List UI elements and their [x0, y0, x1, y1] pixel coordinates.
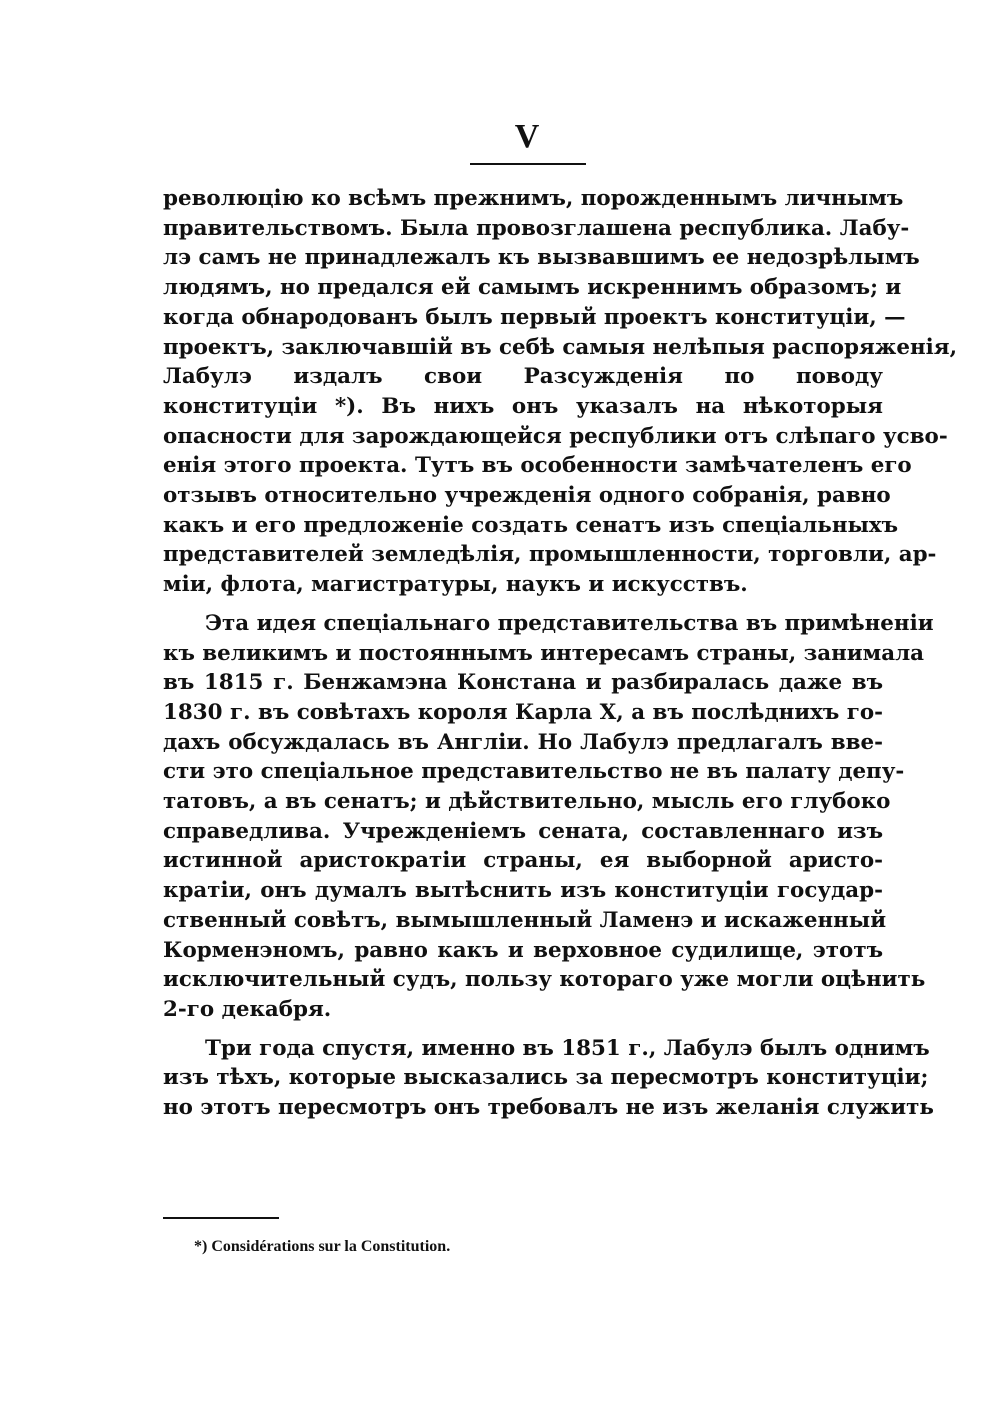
- body-text: [163, 184, 958, 1123]
- text-line: енія этого проекта. Тутъ въ особенности замѣчателенъ его: [163, 453, 912, 479]
- text-line: Корменэномъ, равно какъ и верховное судилище, этотъ: [163, 937, 883, 963]
- text-line: но этотъ пересмотръ онъ требовалъ не изъ желанія служить: [163, 1095, 934, 1121]
- footnote-rule: [163, 1217, 279, 1219]
- text-line: лэ самъ не принадлежалъ къ вызвавшимъ ее недозрѣлымъ: [163, 245, 920, 271]
- text-line: Три года спустя, именно въ 1851 г., Лабулэ былъ однимъ: [205, 1035, 930, 1061]
- text-line: революцію ко всѣмъ прежнимъ, порожденнымъ личнымъ: [163, 186, 904, 211]
- paragraph-1: [163, 184, 958, 600]
- text-line: 1830 г. въ совѣтахъ короля Карла X, а въ послѣднихъ го-: [163, 699, 883, 725]
- footnote: *) Considérations sur la Constitution.: [194, 1238, 451, 1255]
- text-line: конституціи *). Въ нихъ онъ указалъ на нѣкоторыя: [163, 393, 883, 419]
- text-line: истинной аристократіи страны, ея выборной аристо-: [163, 848, 883, 874]
- text-line: кратіи, онъ думалъ вытѣснить изъ конституціи государ-: [163, 878, 883, 904]
- text-line: отзывъ относительно учрежденія одного собранія, равно: [163, 483, 891, 509]
- text-line: изъ тѣхъ, которые высказались за пересмотръ конституціи;: [163, 1065, 929, 1091]
- text-line: людямъ, но предался ей самымъ искреннимъ образомъ; и: [163, 275, 902, 301]
- header-rule: [470, 163, 586, 165]
- text-line: ственный совѣтъ, вымышленный Ламенэ и искаженный: [163, 907, 887, 933]
- paragraph-3: [163, 1034, 934, 1123]
- page-number: V: [514, 118, 540, 155]
- text-line: опасности для зарождающейся республики отъ слѣпаго усво-: [163, 423, 948, 449]
- text-line: исключительный судъ, пользу котораго уже могли оцѣнить: [163, 967, 926, 993]
- text-line: правительствомъ. Была провозглашена республика. Лабу-: [163, 215, 910, 241]
- text-line: въ 1815 г. Бенжамэна Констана и разбиралась даже въ: [163, 670, 883, 696]
- text-line: міи, флота, магистратуры, наукъ и искусствъ.: [163, 572, 748, 598]
- text-line: справедлива. Учрежденіемъ сената, составленнаго изъ: [163, 818, 883, 844]
- text-line: Эта идея спеціальнаго представительства въ примѣненіи: [205, 610, 934, 636]
- text-line: какъ и его предложеніе создать сенатъ изъ спеціальныхъ: [163, 512, 899, 538]
- text-line: къ великимъ и постояннымъ интересамъ страны, занимала: [163, 640, 925, 666]
- text-line: сти это спеціальное представительство не въ палату депу-: [163, 759, 905, 785]
- text-line: дахъ обсуждалась въ Англіи. Но Лабулэ предлагалъ вве-: [163, 729, 883, 755]
- text-line: проектъ, заключавшій въ себѣ самыя нелѣпыя распоряженія,: [163, 334, 958, 360]
- text-line: представителей земледѣлія, промышленности, торговли, ар-: [163, 542, 937, 568]
- text-line: татовъ, а въ сенатъ; и дѣйствительно, мысль его глубоко: [163, 789, 891, 815]
- text-line: Лабулэ издалъ свои Разсужденія по поводу: [163, 364, 883, 390]
- text-line: 2-го декабря.: [163, 996, 332, 1022]
- text-line: когда обнародованъ былъ первый проектъ конституціи, —: [163, 304, 906, 330]
- paragraph-2: [163, 609, 934, 1025]
